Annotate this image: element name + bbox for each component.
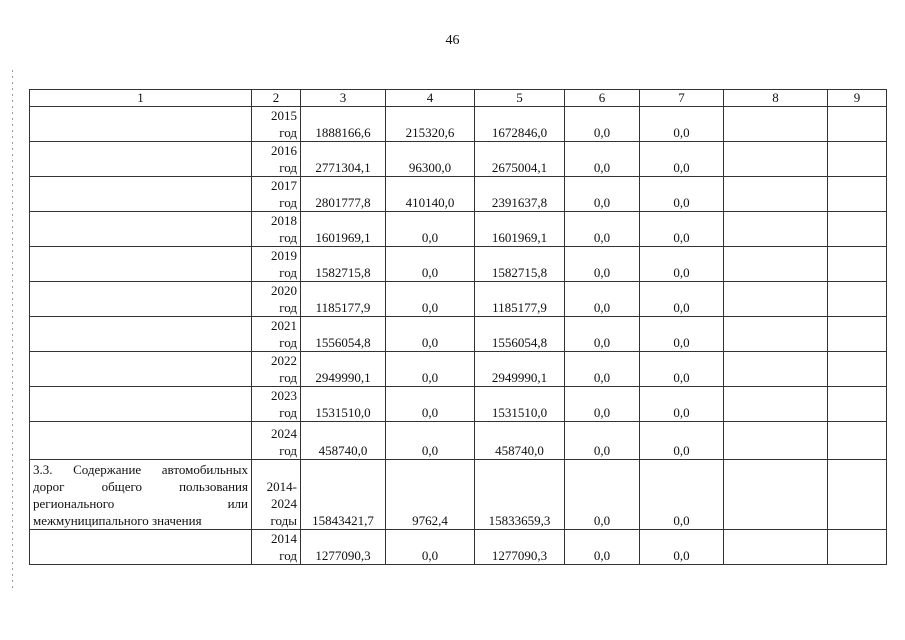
header-cell: 2 <box>252 90 301 107</box>
table-row <box>30 530 887 565</box>
federal-budget-cell: 0,0 <box>386 387 475 422</box>
table-row <box>30 107 887 142</box>
total-cell: 1185177,9 <box>301 282 386 317</box>
total-cell: 15843421,7 <box>301 460 386 530</box>
extrabudgetary-cell: 0,0 <box>640 422 724 460</box>
regional-budget-cell: 1582715,8 <box>475 247 565 282</box>
regional-budget-cell: 2675004,1 <box>475 142 565 177</box>
header-cell: 5 <box>475 90 565 107</box>
column-8-cell <box>724 142 828 177</box>
table-row <box>30 212 887 247</box>
federal-budget-cell: 0,0 <box>386 282 475 317</box>
table-row <box>30 177 887 212</box>
table-row <box>30 142 887 177</box>
regional-budget-cell: 2391637,8 <box>475 177 565 212</box>
local-budget-cell: 0,0 <box>565 422 640 460</box>
total-cell: 458740,0 <box>301 422 386 460</box>
local-budget-cell: 0,0 <box>565 530 640 565</box>
measure-name-cell <box>30 282 252 317</box>
regional-budget-cell: 1185177,9 <box>475 282 565 317</box>
period-cell: 2024 год <box>252 422 301 460</box>
column-9-cell <box>828 142 887 177</box>
table-row <box>30 282 887 317</box>
column-8-cell <box>724 177 828 212</box>
extrabudgetary-cell: 0,0 <box>640 177 724 212</box>
federal-budget-cell: 0,0 <box>386 422 475 460</box>
column-9-cell <box>828 530 887 565</box>
header-cell: 9 <box>828 90 887 107</box>
regional-budget-cell: 2949990,1 <box>475 352 565 387</box>
local-budget-cell: 0,0 <box>565 177 640 212</box>
column-9-cell <box>828 212 887 247</box>
table-row <box>30 460 887 530</box>
table-row <box>30 422 887 460</box>
period-cell: 2014-2024 годы <box>252 460 301 530</box>
total-cell: 1556054,8 <box>301 317 386 352</box>
extrabudgetary-cell: 0,0 <box>640 352 724 387</box>
header-cell: 3 <box>301 90 386 107</box>
measure-name-cell: 3.3. Содержание автомобильных дорог общего пользования регионального или межмуниципального значения <box>30 460 252 530</box>
column-9-cell <box>828 387 887 422</box>
extrabudgetary-cell: 0,0 <box>640 317 724 352</box>
column-8-cell <box>724 530 828 565</box>
column-8-cell <box>724 247 828 282</box>
header-cell: 7 <box>640 90 724 107</box>
extrabudgetary-cell: 0,0 <box>640 282 724 317</box>
regional-budget-cell: 1556054,8 <box>475 317 565 352</box>
regional-budget-cell: 1672846,0 <box>475 107 565 142</box>
total-cell: 1601969,1 <box>301 212 386 247</box>
period-cell: 2017 год <box>252 177 301 212</box>
table-header-row <box>30 90 887 107</box>
total-cell: 1888166,6 <box>301 107 386 142</box>
extrabudgetary-cell: 0,0 <box>640 142 724 177</box>
period-cell: 2018 год <box>252 212 301 247</box>
column-8-cell <box>724 352 828 387</box>
measure-name-cell <box>30 212 252 247</box>
header-cell: 6 <box>565 90 640 107</box>
scan-margin-mark <box>12 70 13 590</box>
column-9-cell <box>828 282 887 317</box>
table-row <box>30 387 887 422</box>
measure-name-cell <box>30 352 252 387</box>
local-budget-cell: 0,0 <box>565 282 640 317</box>
column-8-cell <box>724 282 828 317</box>
local-budget-cell: 0,0 <box>565 352 640 387</box>
column-9-cell <box>828 317 887 352</box>
local-budget-cell: 0,0 <box>565 247 640 282</box>
regional-budget-cell: 1277090,3 <box>475 530 565 565</box>
regional-budget-cell: 15833659,3 <box>475 460 565 530</box>
column-9-cell <box>828 107 887 142</box>
extrabudgetary-cell: 0,0 <box>640 387 724 422</box>
regional-budget-cell: 458740,0 <box>475 422 565 460</box>
column-8-cell <box>724 422 828 460</box>
period-cell: 2015 год <box>252 107 301 142</box>
column-9-cell <box>828 177 887 212</box>
federal-budget-cell: 410140,0 <box>386 177 475 212</box>
column-8-cell <box>724 317 828 352</box>
measure-name-cell <box>30 142 252 177</box>
local-budget-cell: 0,0 <box>565 460 640 530</box>
local-budget-cell: 0,0 <box>565 212 640 247</box>
page-number: 46 <box>445 33 460 48</box>
period-cell: 2019 год <box>252 247 301 282</box>
period-cell: 2016 год <box>252 142 301 177</box>
total-cell: 1277090,3 <box>301 530 386 565</box>
federal-budget-cell: 9762,4 <box>386 460 475 530</box>
header-cell: 4 <box>386 90 475 107</box>
period-cell: 2021 год <box>252 317 301 352</box>
regional-budget-cell: 1531510,0 <box>475 387 565 422</box>
measure-name-cell <box>30 177 252 212</box>
measure-name-cell <box>30 530 252 565</box>
extrabudgetary-cell: 0,0 <box>640 247 724 282</box>
column-9-cell <box>828 352 887 387</box>
local-budget-cell: 0,0 <box>565 142 640 177</box>
measure-name-cell <box>30 387 252 422</box>
extrabudgetary-cell: 0,0 <box>640 530 724 565</box>
table-row <box>30 317 887 352</box>
total-cell: 2801777,8 <box>301 177 386 212</box>
local-budget-cell: 0,0 <box>565 107 640 142</box>
period-cell: 2023 год <box>252 387 301 422</box>
federal-budget-cell: 0,0 <box>386 530 475 565</box>
federal-budget-cell: 0,0 <box>386 352 475 387</box>
column-9-cell <box>828 422 887 460</box>
measure-name-cell <box>30 107 252 142</box>
federal-budget-cell: 215320,6 <box>386 107 475 142</box>
period-cell: 2014 год <box>252 530 301 565</box>
measure-name-cell <box>30 317 252 352</box>
column-8-cell <box>724 460 828 530</box>
column-8-cell <box>724 387 828 422</box>
federal-budget-cell: 96300,0 <box>386 142 475 177</box>
extrabudgetary-cell: 0,0 <box>640 212 724 247</box>
total-cell: 1531510,0 <box>301 387 386 422</box>
extrabudgetary-cell: 0,0 <box>640 460 724 530</box>
local-budget-cell: 0,0 <box>565 317 640 352</box>
budget-table <box>29 89 887 565</box>
total-cell: 1582715,8 <box>301 247 386 282</box>
period-cell: 2020 год <box>252 282 301 317</box>
column-9-cell <box>828 247 887 282</box>
column-9-cell <box>828 460 887 530</box>
table-body <box>30 107 887 565</box>
federal-budget-cell: 0,0 <box>386 247 475 282</box>
measure-name-cell <box>30 247 252 282</box>
extrabudgetary-cell: 0,0 <box>640 107 724 142</box>
column-8-cell <box>724 107 828 142</box>
regional-budget-cell: 1601969,1 <box>475 212 565 247</box>
table-row <box>30 247 887 282</box>
federal-budget-cell: 0,0 <box>386 212 475 247</box>
total-cell: 2949990,1 <box>301 352 386 387</box>
federal-budget-cell: 0,0 <box>386 317 475 352</box>
column-8-cell <box>724 212 828 247</box>
total-cell: 2771304,1 <box>301 142 386 177</box>
measure-name-cell <box>30 422 252 460</box>
table-row <box>30 352 887 387</box>
header-cell: 1 <box>30 90 252 107</box>
period-cell: 2022 год <box>252 352 301 387</box>
header-cell: 8 <box>724 90 828 107</box>
local-budget-cell: 0,0 <box>565 387 640 422</box>
